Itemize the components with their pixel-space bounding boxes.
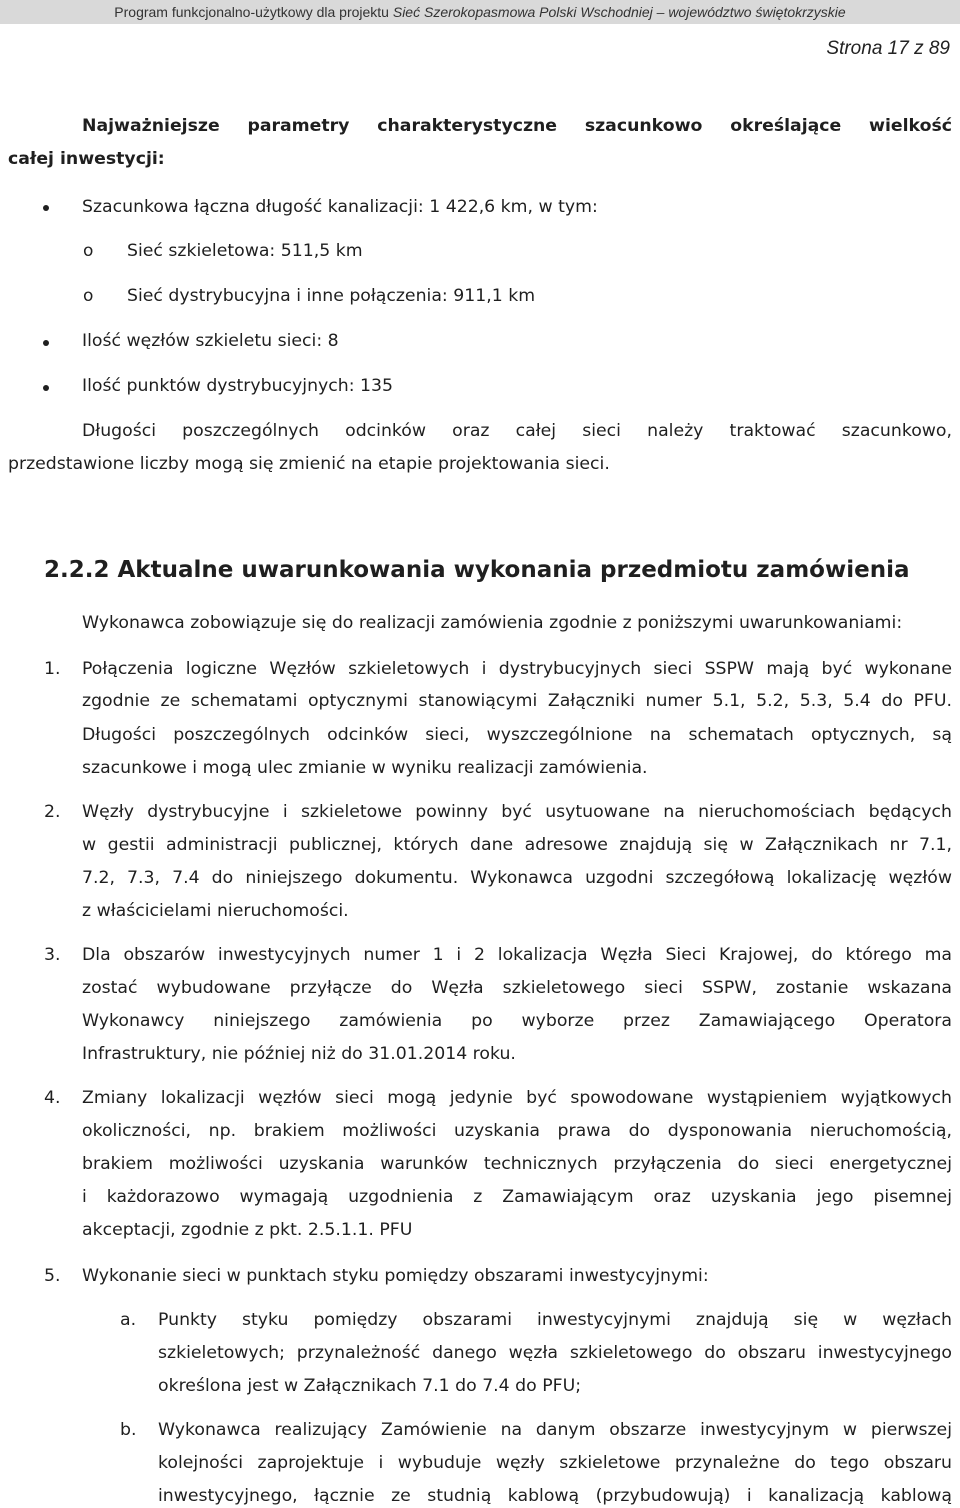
page-number: Strona 17 z 89 bbox=[826, 38, 950, 59]
section-heading: 2.2.2 Aktualne uwarunkowania wykonania przedmiotu zamówienia bbox=[44, 557, 910, 583]
list-item-line: 7.2, 7.3, 7.4 do niniejszego dokumentu. Wykonawca uzgodni szczegółową lokalizację węzłów bbox=[82, 868, 952, 888]
sublist-item-line: inwestycyjnego, łącznie ze studnią kablową (przybudowują) i kanalizacją kablową bbox=[158, 1486, 952, 1506]
param-distribution-length: Sieć dystrybucyjna i inne połączenia: 911,1 km bbox=[127, 286, 536, 306]
sublist-item-line: kolejności zaprojektuje i wybuduje węzły szkieletowe przynależne do tego obszaru bbox=[158, 1453, 952, 1473]
list-item-number: 2. bbox=[44, 802, 61, 822]
list-item-line: z właścicielami nieruchomości. bbox=[82, 901, 349, 921]
list-item-line: Połączenia logiczne Węzłów szkieletowych i dystrybucyjnych sieci SSPW mają być wykonane bbox=[82, 659, 952, 679]
list-item-line: i każdorazowo wymagają uzgodnienia z Zamawiającym oraz uzyskania jego pisemnej bbox=[82, 1187, 952, 1207]
sublist-item-letter: b. bbox=[120, 1420, 137, 1440]
list-item-line: Wykonawcy niniejszego zamówienia po wyborze przez Zamawiającego Operatora bbox=[82, 1011, 952, 1031]
sublist-item-line: szkieletowych; przynależność danego węzła szkieletowego do obszaru inwestycyjnego bbox=[158, 1343, 952, 1363]
list-item-line: Zmiany lokalizacji węzłów sieci mogą jedynie być spowodowane wystąpieniem wyjątkowych bbox=[82, 1088, 952, 1108]
list-item-line: Infrastruktury, nie później niż do 31.01.2014 roku. bbox=[82, 1044, 516, 1064]
param-total-length: Szacunkowa łączna długość kanalizacji: 1 422,6 km, w tym: bbox=[82, 197, 598, 217]
list-item-line: Wykonanie sieci w punktach styku pomiędzy obszarami inwestycyjnymi: bbox=[82, 1266, 709, 1286]
sublist-item-line: określona jest w Załącznikach 7.1 do 7.4 do PFU; bbox=[158, 1376, 582, 1396]
list-item-line: akceptacji, zgodnie z pkt. 2.5.1.1. PFU bbox=[82, 1220, 413, 1240]
list-item-number: 3. bbox=[44, 945, 61, 965]
list-item-line: Węzły dystrybucyjne i szkieletowe powinny być usytuowane na nieruchomościach będących bbox=[82, 802, 952, 822]
bullet-icon bbox=[43, 340, 49, 346]
bullet-icon bbox=[43, 385, 49, 391]
params-note-line1: Długości poszczególnych odcinków oraz całej sieci należy traktować szacunkowo, bbox=[82, 421, 952, 441]
sub-bullet-icon: o bbox=[83, 286, 94, 306]
sublist-item-line: Punkty styku pomiędzy obszarami inwestycyjnymi znajdują się w węzłach bbox=[158, 1310, 952, 1330]
list-item-number: 1. bbox=[44, 659, 61, 679]
list-item-line: w gestii administracji publicznej, których dane adresowe znajdują się w Załącznikach nr 7.1, bbox=[82, 835, 952, 855]
bullet-icon bbox=[43, 205, 49, 211]
list-item-line: zostać wybudowane przyłącze do Węzła szkieletowego sieci SSPW, zostanie wskazana bbox=[82, 978, 952, 998]
list-item-line: Dla obszarów inwestycyjnych numer 1 i 2 lokalizacja Węzła Sieci Krajowej, do którego ma bbox=[82, 945, 952, 965]
params-note-line2: przedstawione liczby mogą się zmienić na etapie projektowania sieci. bbox=[8, 454, 610, 474]
list-item-line: brakiem możliwości uzyskania warunków technicznych przyłączenia do sieci energetycznej bbox=[82, 1154, 952, 1174]
list-item-number: 4. bbox=[44, 1088, 61, 1108]
sublist-item-line: Wykonawca realizujący Zamówienie na danym obszarze inwestycyjnym w pierwszej bbox=[158, 1420, 952, 1440]
param-distribution-points: Ilość punktów dystrybucyjnych: 135 bbox=[82, 376, 394, 396]
sub-bullet-icon: o bbox=[83, 241, 94, 261]
params-title-line2: całej inwestycji: bbox=[8, 149, 165, 169]
section-intro: Wykonawca zobowiązuje się do realizacji zamówienia zgodnie z poniższymi uwarunkowaniami: bbox=[82, 613, 903, 633]
param-backbone-length: Sieć szkieletowa: 511,5 km bbox=[127, 241, 363, 261]
param-backbone-nodes: Ilość węzłów szkieletu sieci: 8 bbox=[82, 331, 339, 351]
params-title-line1: Najważniejsze parametry charakterystyczne szacunkowo określające wielkość bbox=[82, 116, 952, 136]
program-header bbox=[0, 0, 960, 24]
program-header-prefix: Program funkcjonalno-użytkowy dla projektu bbox=[114, 4, 393, 20]
list-item-number: 5. bbox=[44, 1266, 61, 1286]
list-item-line: zgodnie ze schematami optycznymi stanowiącymi Załączniki numer 5.1, 5.2, 5.3, 5.4 do PFU. bbox=[82, 691, 952, 711]
list-item-line: Długości poszczególnych odcinków sieci, wyszczególnione na schematach optycznych, są bbox=[82, 725, 952, 745]
program-header-project: Sieć Szerokopasmowa Polski Wschodniej – województwo świętokrzyskie bbox=[392, 4, 846, 20]
list-item-line: okoliczności, np. brakiem możliwości uzyskania prawa do dysponowania nieruchomością, bbox=[82, 1121, 952, 1141]
sublist-item-letter: a. bbox=[120, 1310, 137, 1330]
list-item-line: szacunkowe i mogą ulec zmianie w wyniku realizacji zamówienia. bbox=[82, 758, 648, 778]
